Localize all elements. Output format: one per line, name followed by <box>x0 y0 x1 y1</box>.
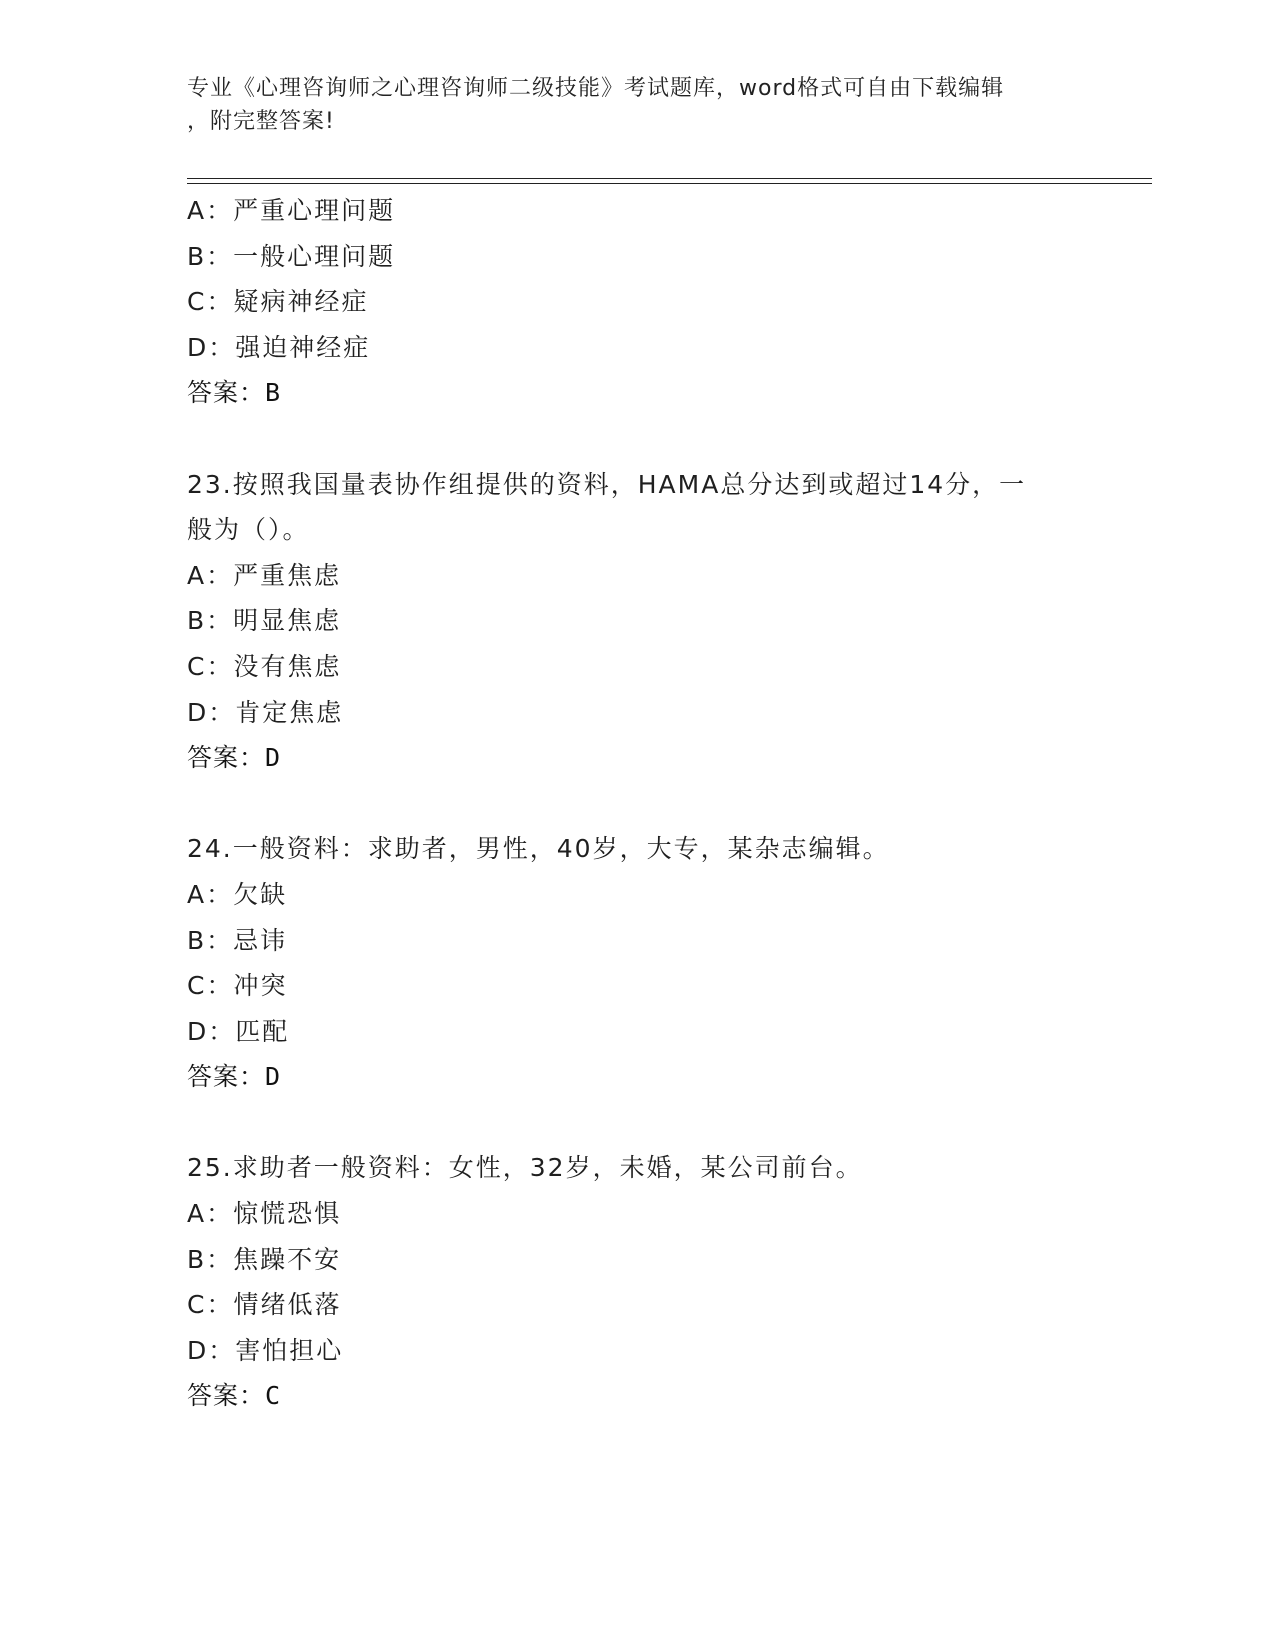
option-b: B：焦躁不安 <box>187 1244 342 1274</box>
answer-value: C <box>265 1381 282 1411</box>
option-c: C：没有焦虑 <box>187 651 342 681</box>
option-d: D：害怕担心 <box>187 1335 344 1365</box>
question-text-line-2: 般为（）。 <box>187 515 310 545</box>
answer-label: 答案： <box>187 1381 266 1411</box>
question-list <box>187 188 1087 1419</box>
answer-line <box>187 370 1087 416</box>
header-title-line-1: 专业《心理咨询师之心理咨询师二级技能》考试题库，word格式可自由下载编辑 <box>187 76 1005 101</box>
answer-line <box>187 1373 1087 1419</box>
question-text-line-1: 25.求助者一般资料：女性，32岁，未婚，某公司前台。 <box>187 1153 863 1183</box>
answer-value: B <box>265 378 282 408</box>
question-text-line-1: 24.一般资料：求助者，男性，40岁，大专，某杂志编辑。 <box>187 834 890 864</box>
spacer <box>187 781 1087 827</box>
header-divider-bottom <box>187 183 1152 184</box>
option-a: A：严重焦虑 <box>187 560 342 590</box>
answer-label: 答案： <box>187 378 266 408</box>
answer-value: D <box>265 743 282 773</box>
option-b: B：一般心理问题 <box>187 241 396 271</box>
answer-label: 答案： <box>187 1062 266 1092</box>
question-24 <box>187 826 1087 1100</box>
option-c: C：疑病神经症 <box>187 287 369 317</box>
answer-value: D <box>265 1062 282 1092</box>
document-header <box>187 72 1087 138</box>
option-b: B：明显焦虑 <box>187 606 342 636</box>
option-a: A：严重心理问题 <box>187 196 396 225</box>
option-d: D：肯定焦虑 <box>187 697 344 727</box>
option-d: D：匹配 <box>187 1016 290 1046</box>
option-d: D：强迫神经症 <box>187 332 371 362</box>
question-23 <box>187 462 1087 781</box>
option-c: C：冲突 <box>187 971 288 1001</box>
question-25 <box>187 1145 1087 1419</box>
answer-line <box>187 1054 1087 1100</box>
spacer <box>187 1100 1087 1146</box>
header-title-line-2: ，附完整答案! <box>187 109 335 134</box>
answer-line <box>187 735 1087 781</box>
question-text-line-1: 23.按照我国量表协作组提供的资料，HAMA总分达到或超过14分，一 <box>187 469 1027 499</box>
spacer <box>187 416 1087 462</box>
option-a: A：欠缺 <box>187 879 288 909</box>
answer-label: 答案： <box>187 743 266 773</box>
header-divider-top <box>187 178 1152 179</box>
question-22 <box>187 188 1087 416</box>
option-b: B：忌讳 <box>187 925 288 955</box>
option-a: A：惊慌恐惧 <box>187 1199 342 1229</box>
option-c: C：情绪低落 <box>187 1290 342 1320</box>
